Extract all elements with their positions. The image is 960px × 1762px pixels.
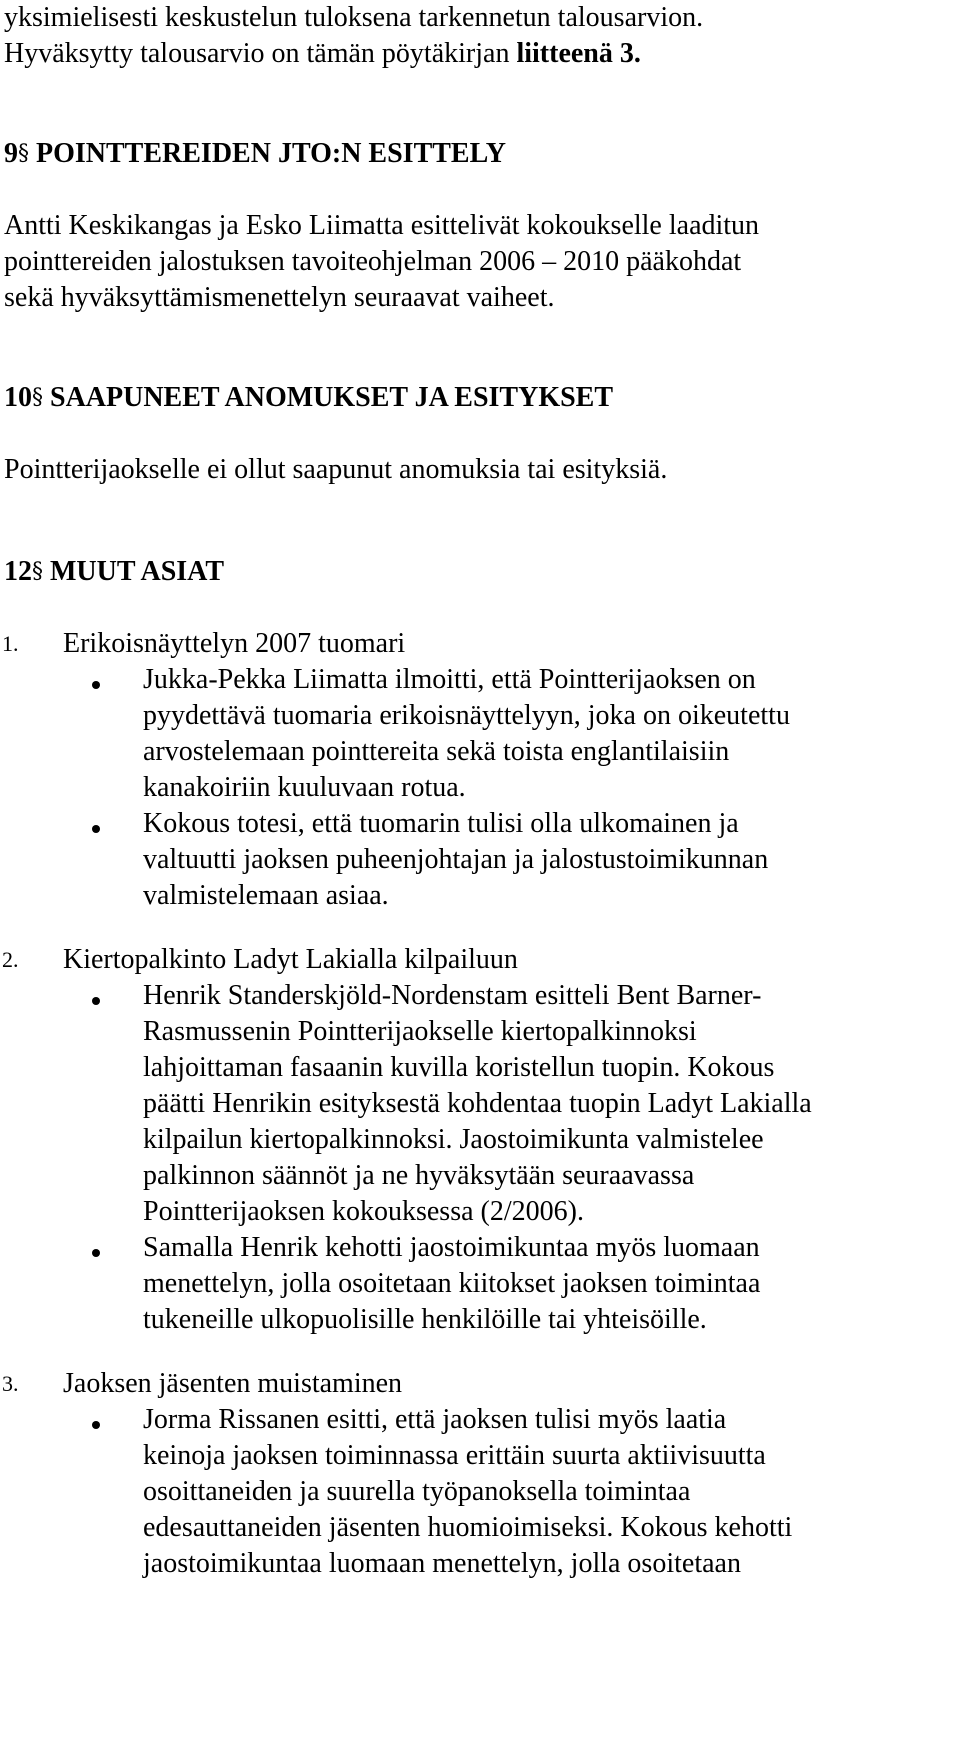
item-2-bullet-2-line: tukeneille ulkopuolisille henkilöille tai yhteisöille.	[143, 1304, 707, 1335]
item-2-title: Kiertopalkinto Ladyt Lakialla kilpailuun	[63, 944, 518, 975]
item-2-number: 2.	[2, 947, 19, 972]
section-9-number: 9	[4, 138, 18, 169]
item-2-bullet-1-line: lahjoittaman fasaanin kuvilla koristellun tuopin. Kokous	[143, 1052, 775, 1083]
item-2-bullet-1-line: päätti Henrikin esityksestä kohdentaa tuopin Ladyt Lakialla	[143, 1088, 812, 1119]
item-3-title: Jaoksen jäsenten muistaminen	[63, 1368, 403, 1399]
item-1-bullet-2-line: valmistelemaan asiaa.	[143, 880, 389, 911]
section-10-title: SAAPUNEET ANOMUKSET JA ESITYKSET	[50, 382, 614, 413]
item-2-bullet-2-line: menettelyn, jolla osoitetaan kiitokset jaoksen toimintaa	[143, 1268, 761, 1299]
intro-line-2-text: Hyväksytty talousarvio on tämän pöytäkirjan	[4, 38, 517, 69]
item-3-bullet-1-line: keinoja jaoksen toiminnassa erittäin suurta aktiivisuutta	[143, 1440, 766, 1471]
item-1-number: 1.	[2, 631, 19, 656]
section-9-title: POINTTEREIDEN JTO:N ESITTELY	[36, 138, 506, 169]
item-1-bullet-1-line: pyydettävä tuomaria erikoisnäyttelyyn, joka on oikeutettu	[143, 700, 790, 731]
item-2-bullet-2-line: Samalla Henrik kehotti jaostoimikuntaa myös luomaan	[143, 1232, 760, 1263]
section-sign-icon: §	[32, 559, 43, 584]
item-1-bullet-2-line: valtuutti jaoksen puheenjohtajan ja jalostustoimikunnan	[143, 844, 769, 875]
item-3-number: 3.	[2, 1371, 19, 1396]
section-10-number: 10	[4, 382, 32, 413]
bullet-icon	[92, 681, 100, 689]
section-12-number: 12	[4, 556, 32, 587]
bullet-icon	[92, 825, 100, 833]
section-9-body-line: sekä hyväksyttämismenettelyn seuraavat vaiheet.	[4, 282, 555, 313]
intro-line-1: yksimielisesti keskustelun tuloksena tarkennetun talousarvion.	[4, 2, 704, 33]
section-sign-icon: §	[18, 141, 29, 166]
section-9-body-line: Antti Keskikangas ja Esko Liimatta esittelivät kokoukselle laaditun	[4, 210, 760, 241]
section-9-body-line: pointtereiden jalostuksen tavoiteohjelman 2006 – 2010 pääkohdat	[4, 246, 742, 277]
section-10-body-line: Pointterijaokselle ei ollut saapunut anomuksia tai esityksiä.	[4, 454, 668, 485]
item-3-bullet-1-line: edesauttaneiden jäsenten huomioimiseksi. Kokous kehotti	[143, 1512, 793, 1543]
attachment-reference: liitteenä 3.	[516, 38, 641, 69]
section-9-heading	[4, 136, 506, 174]
bullet-icon	[92, 1249, 100, 1257]
section-12-title: MUUT ASIAT	[50, 556, 225, 587]
item-1-bullet-1-line: kanakoiriin kuuluvaan rotua.	[143, 772, 466, 803]
item-2-bullet-1-line: Rasmussenin Pointterijaokselle kiertopalkinnoksi	[143, 1016, 697, 1047]
item-1-title: Erikoisnäyttelyn 2007 tuomari	[63, 628, 406, 659]
bullet-icon	[92, 1421, 100, 1429]
item-3-bullet-1-line: Jorma Rissanen esitti, että jaoksen tulisi myös laatia	[143, 1404, 727, 1435]
item-2-bullet-1-line: Pointterijaoksen kokouksessa (2/2006).	[143, 1196, 584, 1227]
item-1-bullet-2-line: Kokous totesi, että tuomarin tulisi olla ulkomainen ja	[143, 808, 739, 839]
item-2-bullet-1-line: kilpailun kiertopalkinnoksi. Jaostoimikunta valmistelee	[143, 1124, 764, 1155]
section-sign-icon: §	[32, 385, 43, 410]
item-2-bullet-1-line: Henrik Standerskjöld-Nordenstam esitteli Bent Barner-	[143, 980, 762, 1011]
item-1-bullet-1-line: Jukka-Pekka Liimatta ilmoitti, että Pointterijaoksen on	[143, 664, 756, 695]
bullet-icon	[92, 997, 100, 1005]
intro-line-2	[4, 36, 641, 72]
item-2-bullet-1-line: palkinnon säännöt ja ne hyväksytään seuraavassa	[143, 1160, 695, 1191]
section-10-heading	[4, 380, 613, 418]
section-12-heading	[4, 554, 224, 592]
item-3-bullet-1-line: osoittaneiden ja suurella työpanoksella toimintaa	[143, 1476, 691, 1507]
item-1-bullet-1-line: arvostelemaan pointtereita sekä toista englantilaisiin	[143, 736, 730, 767]
item-3-bullet-1-line: jaostoimikuntaa luomaan menettelyn, jolla osoitetaan	[143, 1548, 741, 1579]
